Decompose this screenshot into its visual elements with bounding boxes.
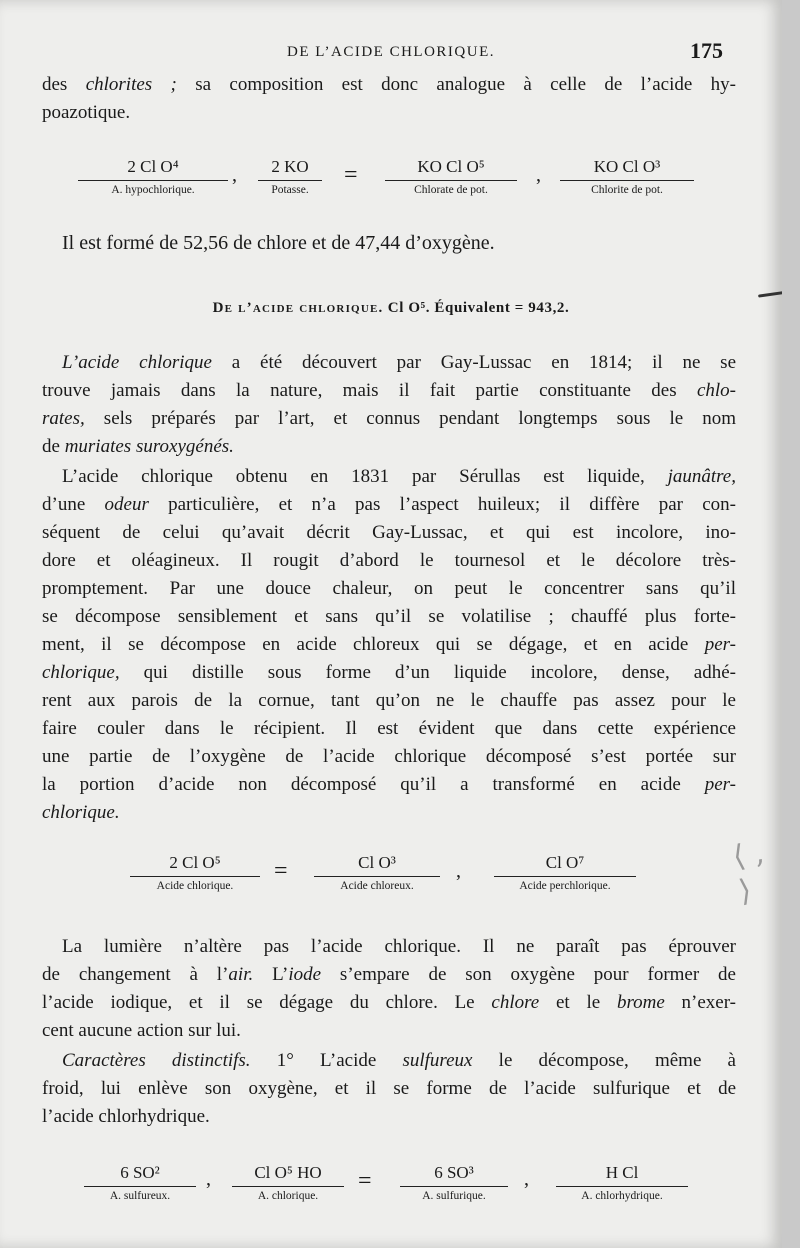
text-line: promptement. Par une douce chaleur, on peut le concentrer sans qu’il bbox=[42, 578, 736, 599]
formula-term: 2 Cl O⁵ Acide chlorique. bbox=[130, 852, 260, 893]
text-line: La lumière n’altère pas l’acide chlorique. Il ne paraît pas éprouver bbox=[62, 936, 736, 957]
text-line: L’acide chlorique obtenu en 1831 par Sérullas est liquide, jaunâtre, bbox=[62, 466, 736, 487]
running-header: DE L’ACIDE CHLORIQUE. bbox=[286, 44, 495, 60]
formula-term: KO Cl O³ Chlorite de pot. bbox=[560, 156, 694, 197]
formula-term: 6 SO² A. sulfureux. bbox=[84, 1162, 196, 1203]
text-line: chlorique, qui distille sous forme d’un liquide incolore, dense, adhé- bbox=[42, 662, 736, 683]
text-line: des chlorites ; sa composition est donc analogue à celle de l’acide hy- bbox=[42, 74, 736, 95]
text-line: de changement à l’air. L’iode s’empare de son oxygène pour former de bbox=[42, 964, 736, 985]
text-line: une partie de l’oxygène de l’acide chlorique décomposé s’est portée sur bbox=[42, 746, 736, 767]
formula-operator: , bbox=[536, 164, 541, 186]
formula-operator: , bbox=[232, 164, 237, 186]
text-line: d’une odeur particulière, et n’a pas l’aspect huileux; il diffère par con- bbox=[42, 494, 737, 515]
formula-operator: , bbox=[456, 860, 461, 882]
text-line: faire couler dans le récipient. Il est évident que dans cette expérience bbox=[42, 718, 736, 739]
text-line: L’acide chlorique a été découvert par Gay-Lussac en 1814; il ne se bbox=[62, 352, 737, 373]
section-heading: De l’acide chlorique. Cl O⁵. Équivalent = 943,2. bbox=[212, 300, 570, 316]
formula-term: 2 Cl O⁴ A. hypochlorique. bbox=[78, 156, 228, 197]
text-line: séquent de celui qu’avait décrit Gay-Lussac, et qui est incolore, ino- bbox=[42, 522, 736, 543]
formula-term: Cl O³ Acide chloreux. bbox=[314, 852, 440, 893]
text-line: se décompose sensiblement et sans qu’il se volatilise ; chauffé plus forte- bbox=[42, 606, 736, 627]
text-line: dore et oléagineux. Il rougit d’abord le tournesol et le décolore très- bbox=[42, 550, 736, 571]
text-line: Il est formé de 52,56 de chlore et de 47,44 d’oxygène. bbox=[62, 232, 495, 254]
page-number: 175 bbox=[690, 38, 723, 63]
text-line: de muriates suroxygénés. bbox=[42, 436, 234, 457]
formula-term: 2 KO Potasse. bbox=[258, 156, 322, 197]
text-line: froid, lui enlève son oxygène, et il se forme de l’acide sulfurique et de bbox=[42, 1078, 736, 1099]
formula-operator: , bbox=[206, 1168, 211, 1190]
formula-operator: = bbox=[358, 1168, 372, 1194]
formula-term: Cl O⁷ Acide perchlorique. bbox=[494, 852, 636, 893]
formula-operator: = bbox=[274, 858, 288, 884]
text-line: la portion d’acide non décomposé qu’il a transformé en acide per- bbox=[42, 774, 736, 795]
formula-term: KO Cl O⁵ Chlorate de pot. bbox=[385, 156, 517, 197]
text-line: poazotique. bbox=[42, 102, 131, 123]
text-line: l’acide chlorhydrique. bbox=[42, 1106, 210, 1127]
text-line: l’acide iodique, et il se dégage du chlore. Le chlore et le brome n’exer- bbox=[42, 992, 737, 1013]
text-line: chlorique. bbox=[42, 802, 120, 823]
formula-term: Cl O⁵ HO A. chlorique. bbox=[232, 1162, 344, 1203]
formula-operator: = bbox=[344, 162, 358, 188]
page-edge bbox=[782, 0, 800, 1248]
text-line: cent aucune action sur lui. bbox=[42, 1020, 241, 1041]
formula-term: H Cl A. chlorhydrique. bbox=[556, 1162, 688, 1203]
pencil-annotation: ⟨ , ⟩ bbox=[730, 835, 767, 910]
text-line: Caractères distinctifs. 1° L’acide sulfureux le décompose, même à bbox=[62, 1050, 736, 1071]
text-line: trouve jamais dans la nature, mais il fait partie constituante des chlo- bbox=[42, 380, 736, 401]
formula-term: 6 SO³ A. sulfurique. bbox=[400, 1162, 508, 1203]
text-line: ment, il se décompose en acide chloreux qui se dégage, et en acide per- bbox=[42, 634, 736, 655]
formula-operator: , bbox=[524, 1168, 529, 1190]
text-line: rates, sels préparés par l’art, et connus pendant longtemps sous le nom bbox=[42, 408, 736, 429]
text-line: rent aux parois de la cornue, tant qu’on ne le chauffe pas assez pour le bbox=[42, 690, 736, 711]
